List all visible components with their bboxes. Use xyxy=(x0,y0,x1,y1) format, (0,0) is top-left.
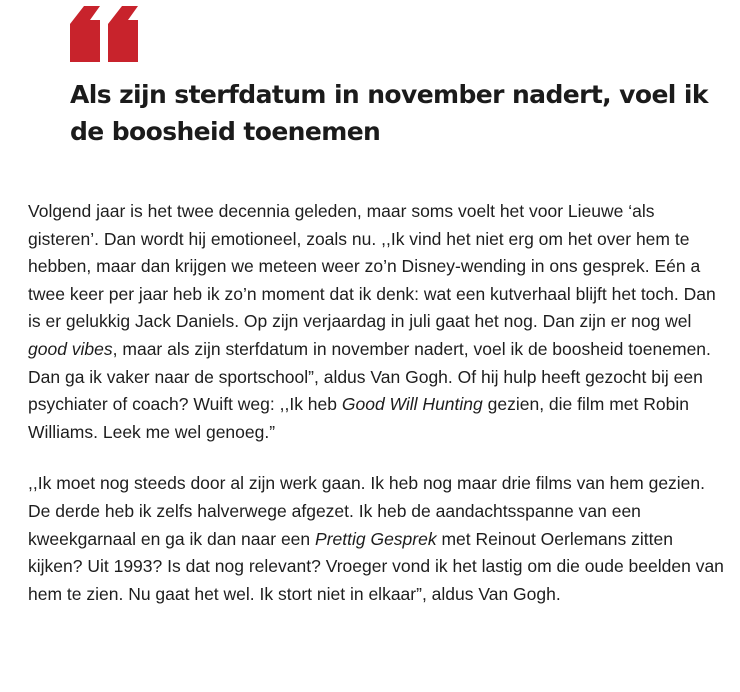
emphasis-text: Prettig Gesprek xyxy=(315,528,437,549)
paragraph-text: Volgend jaar is het twee decennia geleden, maar soms voelt het voor Lieuwe ‘als gisteren’. Dan wordt hij emotioneel, zoals nu. ,,Ik vind het niet erg om het over hem te hebben, maar dan krijgen we meteen weer zo’n Disney-wending in ons gesprek. Eén a twee keer per jaar heb ik zo’n moment dat ik denk: wat een kutverhaal blijft het toch. Dan is er gelukkig Jack Daniels. Op zijn verjaardag in juli gaat het nog. Dan zijn er nog wel xyxy=(28,201,716,332)
pull-quote-block xyxy=(70,0,710,150)
quote-mark-icon xyxy=(70,0,140,62)
emphasis-text: Good Will Hunting xyxy=(341,394,483,415)
article-body xyxy=(28,198,728,632)
paragraph-text: ,,Ik moet nog steeds door al zijn werk gaan. Ik heb nog maar drie films van hem gezien. De derde heb ik zelfs halverwege afgezet. Ik heb de aandachtsspanne van een kweekgarnaal en ga ik dan naar een xyxy=(28,473,706,549)
emphasis-text: good vibes xyxy=(28,338,113,359)
paragraph-text: gezien, die film met Robin Williams. Leek me wel genoeg.” xyxy=(28,394,689,442)
paragraph-text: met Reinout Oerlemans zitten kijken? Uit 1993? Is dat nog relevant? Vroeger vond ik het lastig om die oude beelden van hem te zien. Nu gaat het wel. Ik stort niet in elkaar”, aldus Van Gogh. xyxy=(28,528,724,604)
article-paragraph xyxy=(28,198,728,446)
paragraph-text: , maar als zijn sterfdatum in november nadert, voel ik de boosheid toenemen. Dan ga ik vaker naar de sportschool”, aldus Van Gogh. Of hij hulp heeft gezocht bij een psychiater of coach? Wuift weg: ,,Ik heb xyxy=(28,338,711,415)
article-paragraph xyxy=(28,470,728,608)
pull-quote-text: Als zijn sterfdatum in november nadert, voel ik de boosheid toenemen xyxy=(70,80,708,146)
